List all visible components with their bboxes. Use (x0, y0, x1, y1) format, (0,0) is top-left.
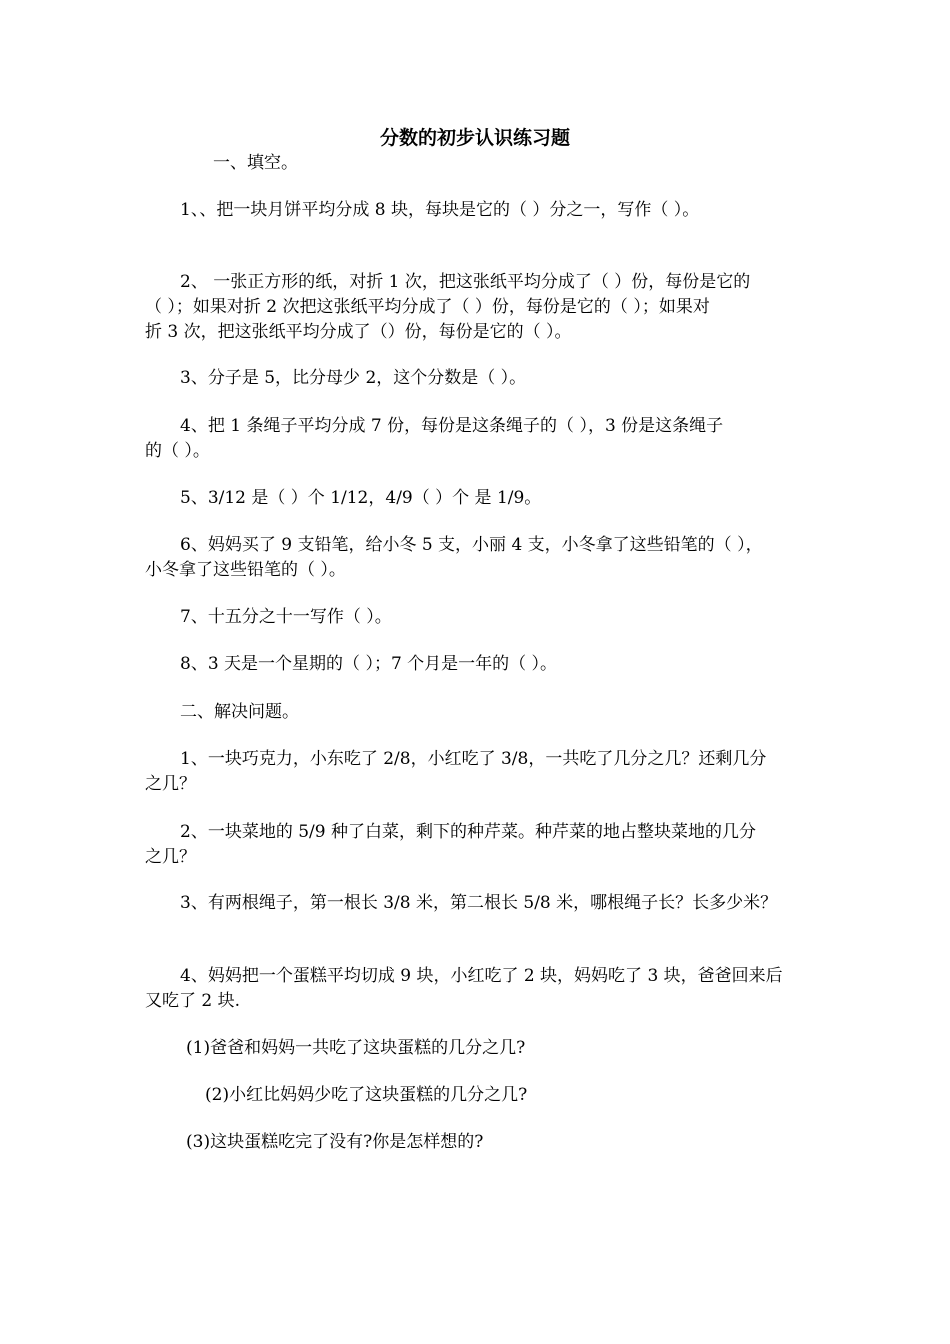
fill-question-2-line-2: （ ）；如果对折 2 次把这张纸平均分成了（ ）份，每份是它的（ ）；如果对 (145, 297, 710, 317)
problem-2-line-1: 2、一块菜地的 5/9 种了白菜，剩下的种芹菜。种芹菜的地占整块菜地的几分 (180, 822, 756, 842)
section-heading-problems: 二、解决问题。 (180, 702, 299, 722)
problem-4-line-2: 又吃了 2 块. (145, 991, 241, 1011)
page-title: 分数的初步认识练习题 (379, 127, 570, 149)
section-heading-fill-in: 一、填空。 (213, 153, 298, 173)
fill-question-6-line-2: 小冬拿了这些铅笔的（ ）。 (145, 560, 346, 580)
fill-question-7: 7、十五分之十一写作（ ）。 (180, 607, 392, 627)
problem-3: 3、有两根绳子，第一根长 3/8 米，第二根长 5/8 米，哪根绳子长？长多少米？ (180, 893, 778, 913)
fill-question-4-line-1: 4、把 1 条绳子平均分成 7 份，每份是这条绳子的（ ），3 份是这条绳子 (180, 416, 724, 436)
fill-question-4-line-2: 的（ ）。 (145, 441, 210, 461)
fill-question-5: 5、3/12 是（ ）个 1/12，4/9（ ）个 是 1/9。 (180, 488, 542, 508)
fill-question-8: 8、3 天是一个星期的（ ）；7 个月是一年的（ ）。 (180, 654, 558, 674)
fill-question-2-line-3: 折 3 次，把这张纸平均分成了（）份，每份是它的（ ）。 (145, 322, 572, 342)
problem-4-sub-2: (2)小红比妈妈少吃了这块蛋糕的几分之几? (205, 1085, 528, 1105)
problem-4-line-1: 4、妈妈把一个蛋糕平均切成 9 块，小红吃了 2 块，妈妈吃了 3 块，爸爸回来后 (180, 966, 783, 986)
problem-1-line-1: 1、一块巧克力，小东吃了 2/8，小红吃了 3/8，一共吃了几分之几？还剩几分 (180, 749, 767, 769)
problem-4-sub-1: (1)爸爸和妈妈一共吃了这块蛋糕的几分之几? (186, 1038, 526, 1058)
fill-question-3: 3、分子是 5，比分母少 2，这个分数是（ ）。 (180, 368, 527, 388)
fill-question-1: 1、、把一块月饼平均分成 8 块，每块是它的（ ）分之一，写作（ ）。 (180, 200, 700, 220)
fill-question-2-line-1: 2、 一张正方形的纸，对折 1 次，把这张纸平均分成了（ ）份，每份是它的 (180, 272, 751, 292)
problem-4-sub-3: (3)这块蛋糕吃完了没有?你是怎样想的? (186, 1132, 484, 1152)
problem-2-line-2: 之几？ (145, 847, 196, 867)
problem-1-line-2: 之几？ (145, 774, 196, 794)
fill-question-6-line-1: 6、妈妈买了 9 支铅笔，给小冬 5 支，小丽 4 支，小冬拿了这些铅笔的（ ）， (180, 535, 763, 555)
